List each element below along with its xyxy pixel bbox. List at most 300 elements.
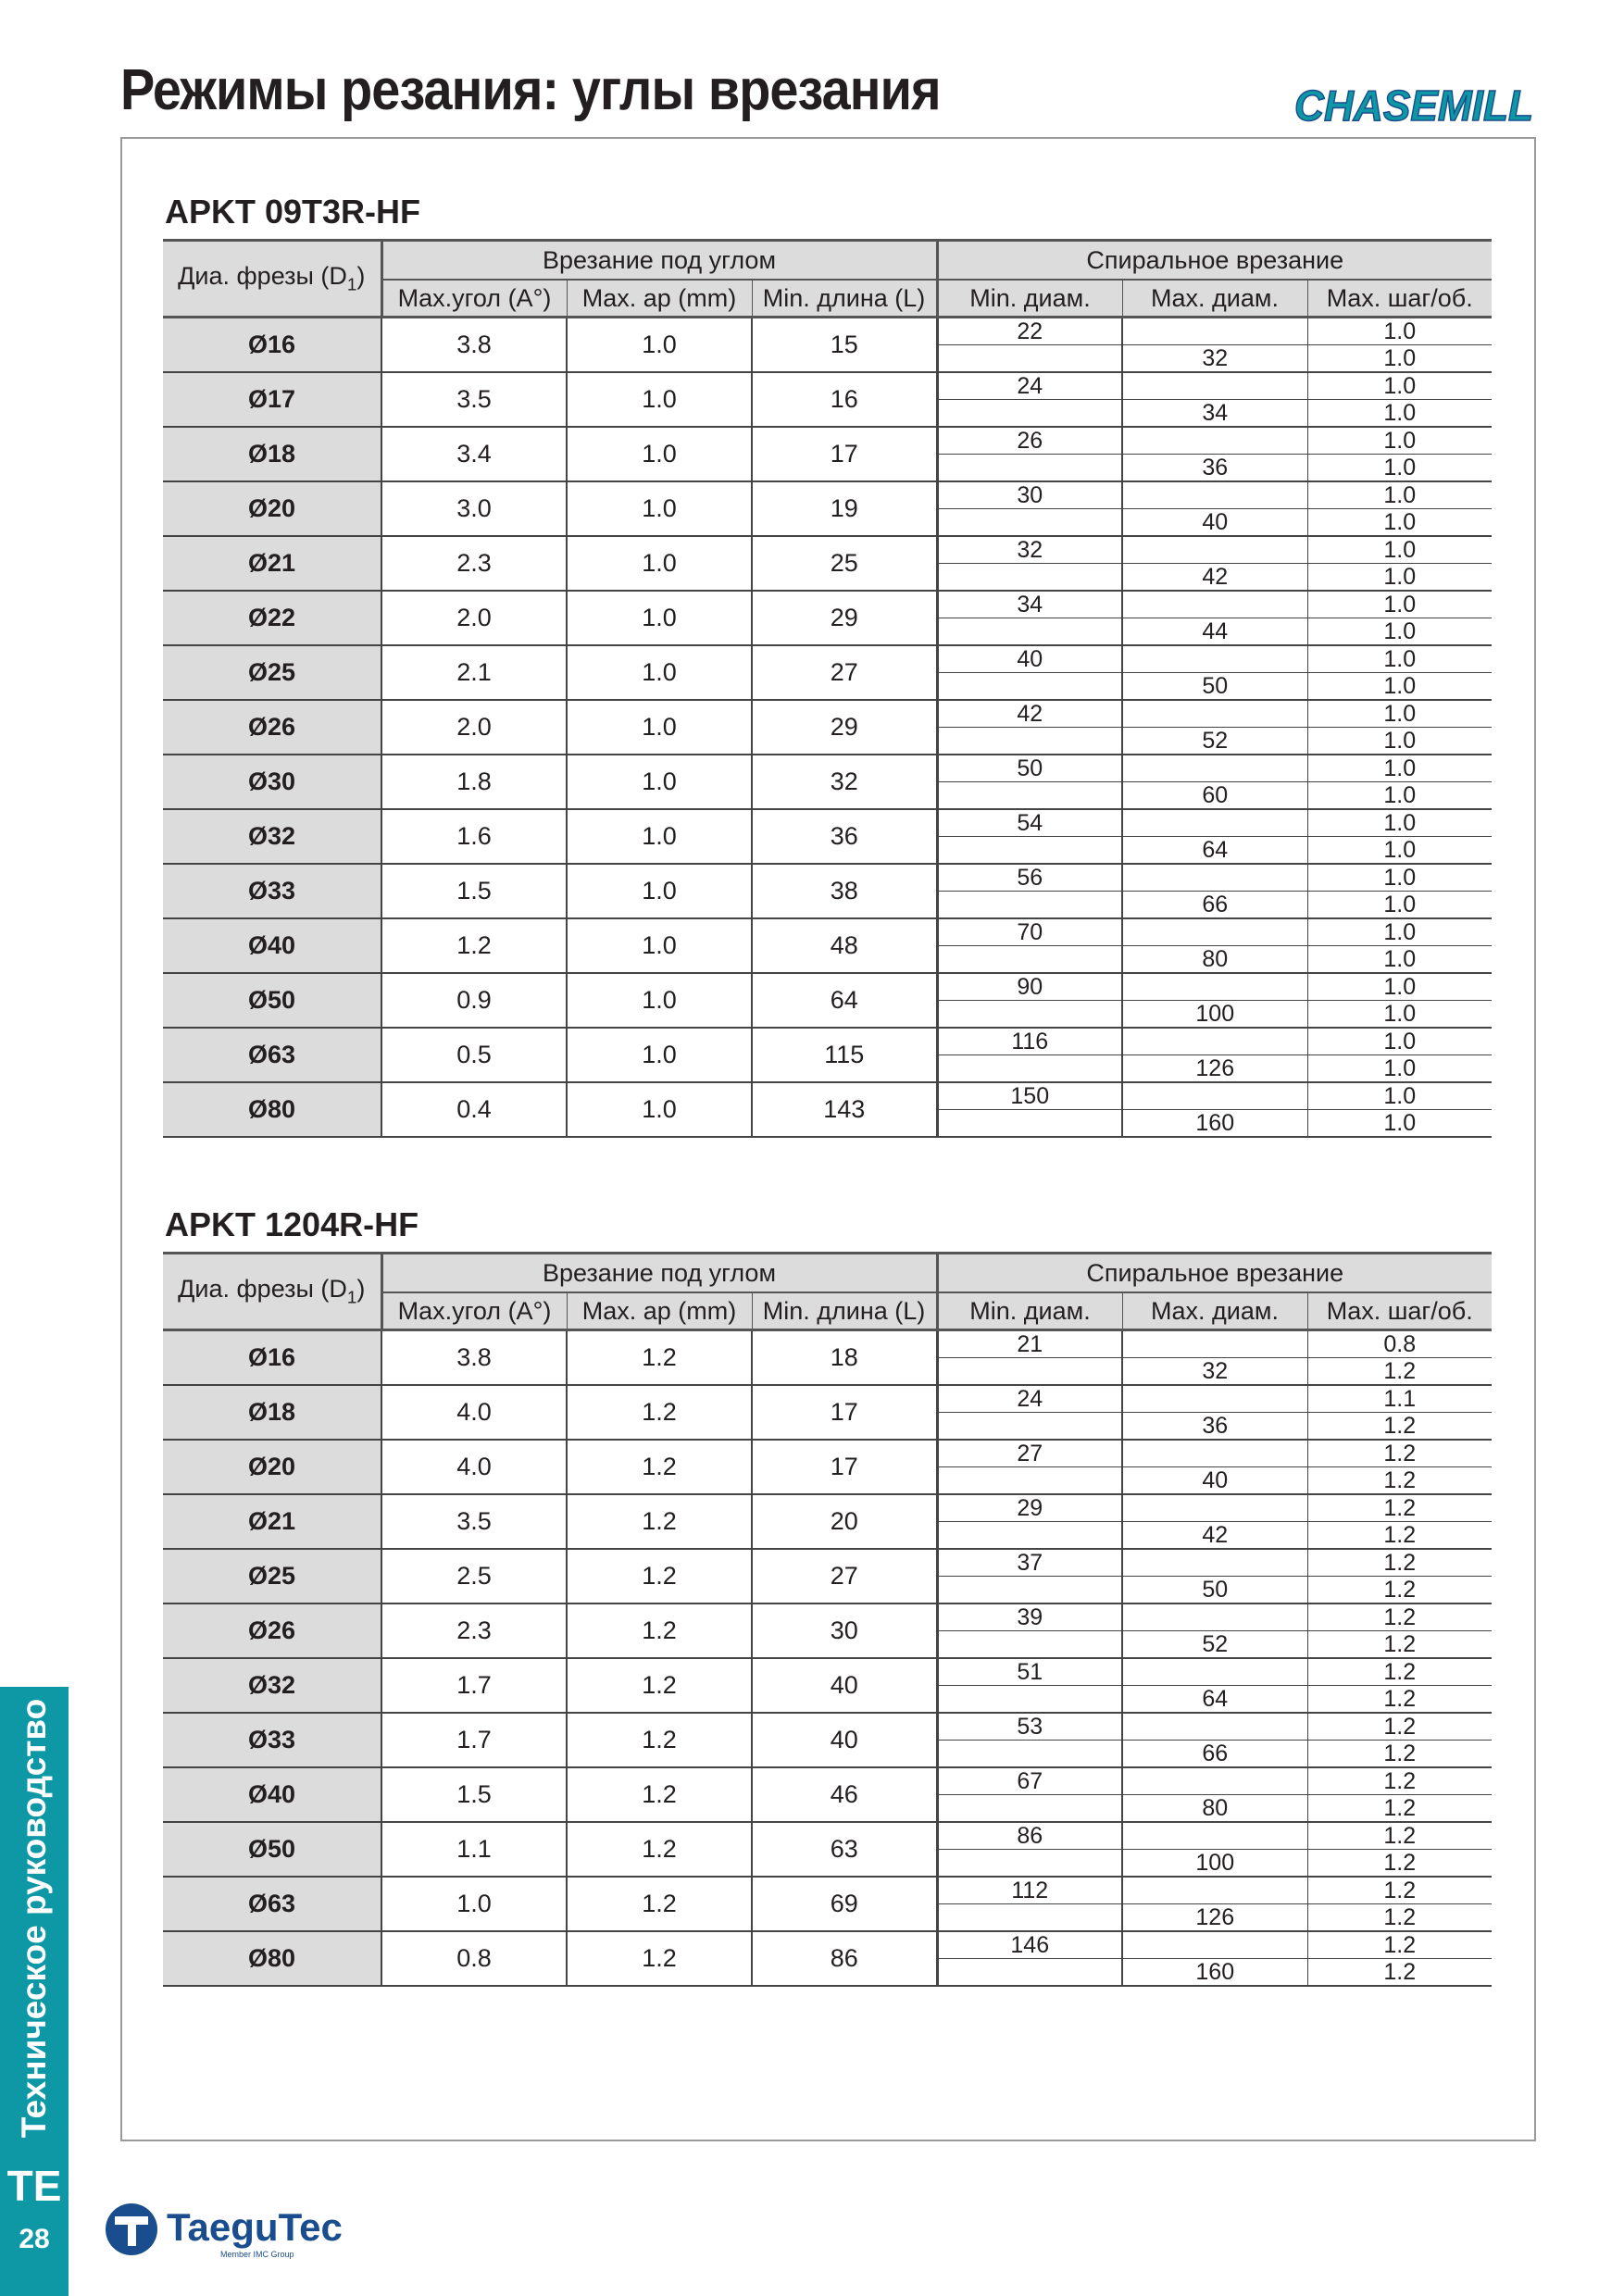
table-row bbox=[163, 481, 1492, 509]
min-dia-cell: 24 bbox=[937, 372, 1122, 400]
table-row bbox=[163, 1877, 1492, 1904]
pitch-max-cell: 1.0 bbox=[1307, 673, 1492, 701]
max-ap-cell: 1.0 bbox=[567, 481, 752, 536]
pitch-min-cell: 1.0 bbox=[1307, 973, 1492, 1001]
max-ap-cell: 1.0 bbox=[567, 318, 752, 373]
table-row bbox=[163, 645, 1492, 673]
pitch-max-cell: 1.2 bbox=[1307, 1522, 1492, 1550]
min-dia-cell: 32 bbox=[937, 536, 1122, 564]
min-length-cell: 18 bbox=[752, 1330, 937, 1386]
pitch-min-cell: 1.0 bbox=[1307, 536, 1492, 564]
max-angle-cell: 4.0 bbox=[381, 1440, 567, 1494]
max-ap-cell: 1.0 bbox=[567, 372, 752, 427]
header-max-pitch: Max. шаг/об. bbox=[1307, 1292, 1492, 1330]
pitch-min-cell: 1.0 bbox=[1307, 645, 1492, 673]
max-ap-cell: 1.0 bbox=[567, 973, 752, 1028]
max-dia-empty-cell bbox=[1122, 1767, 1307, 1795]
min-dia-cell: 42 bbox=[937, 700, 1122, 728]
header-min-dia: Min. диам. bbox=[937, 280, 1122, 318]
min-length-cell: 27 bbox=[752, 1549, 937, 1603]
cutting-table-09t3r bbox=[163, 239, 1492, 1138]
min-dia-empty-cell bbox=[937, 1413, 1122, 1441]
min-dia-empty-cell bbox=[937, 892, 1122, 919]
min-length-cell: 64 bbox=[752, 973, 937, 1028]
min-dia-cell: 21 bbox=[937, 1330, 1122, 1358]
max-dia-empty-cell bbox=[1122, 1549, 1307, 1577]
max-dia-cell: 100 bbox=[1122, 1850, 1307, 1878]
diameter-cell: Ø17 bbox=[163, 372, 381, 427]
table-row bbox=[163, 427, 1492, 455]
min-length-cell: 27 bbox=[752, 645, 937, 700]
header-max-angle: Max.угол (A°) bbox=[381, 280, 567, 318]
pitch-max-cell: 1.2 bbox=[1307, 1959, 1492, 1987]
max-ap-cell: 1.0 bbox=[567, 645, 752, 700]
min-length-cell: 69 bbox=[752, 1877, 937, 1931]
max-dia-cell: 40 bbox=[1122, 1467, 1307, 1495]
min-dia-empty-cell bbox=[937, 400, 1122, 428]
table-title-1204r: APKT 1204R-HF bbox=[165, 1205, 419, 1243]
max-angle-cell: 3.5 bbox=[381, 1494, 567, 1549]
page-indicator bbox=[0, 2150, 69, 2296]
pitch-min-cell: 1.2 bbox=[1307, 1603, 1492, 1631]
min-dia-cell: 50 bbox=[937, 755, 1122, 782]
pitch-min-cell: 1.0 bbox=[1307, 591, 1492, 618]
diameter-cell: Ø32 bbox=[163, 809, 381, 864]
pitch-min-cell: 1.0 bbox=[1307, 700, 1492, 728]
pitch-min-cell: 1.0 bbox=[1307, 1082, 1492, 1110]
min-length-cell: 40 bbox=[752, 1658, 937, 1713]
max-dia-empty-cell bbox=[1122, 973, 1307, 1001]
max-dia-cell: 42 bbox=[1122, 1522, 1307, 1550]
max-ap-cell: 1.0 bbox=[567, 1028, 752, 1082]
pitch-min-cell: 0.8 bbox=[1307, 1330, 1492, 1358]
min-length-cell: 38 bbox=[752, 864, 937, 918]
max-dia-cell: 42 bbox=[1122, 564, 1307, 592]
min-dia-cell: 51 bbox=[937, 1658, 1122, 1686]
max-dia-cell: 40 bbox=[1122, 509, 1307, 537]
max-angle-cell: 1.1 bbox=[381, 1822, 567, 1877]
max-ap-cell: 1.2 bbox=[567, 1385, 752, 1440]
min-dia-empty-cell bbox=[937, 1001, 1122, 1029]
min-dia-empty-cell bbox=[937, 1577, 1122, 1604]
max-dia-cell: 34 bbox=[1122, 400, 1307, 428]
max-angle-cell: 1.0 bbox=[381, 1877, 567, 1931]
table-row bbox=[163, 809, 1492, 837]
max-dia-cell: 66 bbox=[1122, 892, 1307, 919]
pitch-min-cell: 1.2 bbox=[1307, 1822, 1492, 1850]
pitch-min-cell: 1.0 bbox=[1307, 318, 1492, 345]
diameter-cell: Ø25 bbox=[163, 645, 381, 700]
min-dia-empty-cell bbox=[937, 1631, 1122, 1659]
max-angle-cell: 1.5 bbox=[381, 864, 567, 918]
max-dia-empty-cell bbox=[1122, 1713, 1307, 1741]
max-dia-cell: 60 bbox=[1122, 782, 1307, 810]
max-angle-cell: 3.0 bbox=[381, 481, 567, 536]
max-ap-cell: 1.2 bbox=[567, 1330, 752, 1386]
min-dia-cell: 37 bbox=[937, 1549, 1122, 1577]
diameter-cell: Ø25 bbox=[163, 1549, 381, 1603]
max-dia-empty-cell bbox=[1122, 1082, 1307, 1110]
pitch-max-cell: 1.0 bbox=[1307, 455, 1492, 482]
min-dia-cell: 70 bbox=[937, 918, 1122, 946]
header-diameter: Диа. фрезы $(D_1)$ bbox=[163, 1254, 381, 1330]
min-length-cell: 17 bbox=[752, 1385, 937, 1440]
header-min-dia: Min. диам. bbox=[937, 1292, 1122, 1330]
table-row bbox=[163, 591, 1492, 618]
table-row bbox=[163, 1330, 1492, 1358]
min-dia-cell: 112 bbox=[937, 1877, 1122, 1904]
max-ap-cell: 1.2 bbox=[567, 1494, 752, 1549]
max-angle-cell: 0.5 bbox=[381, 1028, 567, 1082]
pitch-max-cell: 1.2 bbox=[1307, 1358, 1492, 1386]
pitch-max-cell: 1.2 bbox=[1307, 1577, 1492, 1604]
max-ap-cell: 1.2 bbox=[567, 1603, 752, 1658]
min-dia-cell: 146 bbox=[937, 1931, 1122, 1959]
min-dia-empty-cell bbox=[937, 564, 1122, 592]
min-dia-empty-cell bbox=[937, 837, 1122, 865]
min-dia-cell: 53 bbox=[937, 1713, 1122, 1741]
diameter-cell: Ø26 bbox=[163, 700, 381, 755]
table-row bbox=[163, 1028, 1492, 1055]
max-angle-cell: 1.7 bbox=[381, 1658, 567, 1713]
max-angle-cell: 4.0 bbox=[381, 1385, 567, 1440]
min-length-cell: 16 bbox=[752, 372, 937, 427]
min-dia-empty-cell bbox=[937, 1850, 1122, 1878]
min-dia-empty-cell bbox=[937, 1741, 1122, 1768]
max-angle-cell: 3.8 bbox=[381, 318, 567, 373]
max-dia-empty-cell bbox=[1122, 1658, 1307, 1686]
pitch-max-cell: 1.2 bbox=[1307, 1795, 1492, 1823]
header-max-ap: Max. ap (mm) bbox=[567, 280, 752, 318]
pitch-max-cell: 1.0 bbox=[1307, 782, 1492, 810]
table-row bbox=[163, 700, 1492, 728]
max-dia-empty-cell bbox=[1122, 427, 1307, 455]
pitch-max-cell: 1.2 bbox=[1307, 1631, 1492, 1659]
min-dia-empty-cell bbox=[937, 1795, 1122, 1823]
min-length-cell: 17 bbox=[752, 427, 937, 481]
pitch-min-cell: 1.2 bbox=[1307, 1494, 1492, 1522]
max-dia-cell: 126 bbox=[1122, 1904, 1307, 1932]
min-length-cell: 40 bbox=[752, 1713, 937, 1767]
diameter-cell: Ø20 bbox=[163, 481, 381, 536]
header-min-length: Min. длина (L) bbox=[752, 280, 937, 318]
max-angle-cell: 2.0 bbox=[381, 591, 567, 645]
pitch-max-cell: 1.0 bbox=[1307, 509, 1492, 537]
table-row bbox=[163, 1658, 1492, 1686]
pitch-min-cell: 1.2 bbox=[1307, 1713, 1492, 1741]
header-max-angle: Max.угол (A°) bbox=[381, 1292, 567, 1330]
min-dia-cell: 29 bbox=[937, 1494, 1122, 1522]
pitch-max-cell: 1.0 bbox=[1307, 837, 1492, 865]
pitch-min-cell: 1.2 bbox=[1307, 1931, 1492, 1959]
max-angle-cell: 3.8 bbox=[381, 1330, 567, 1386]
max-ap-cell: 1.0 bbox=[567, 809, 752, 864]
header-max-pitch: Max. шаг/об. bbox=[1307, 280, 1492, 318]
max-dia-cell: 36 bbox=[1122, 1413, 1307, 1441]
max-dia-cell: 52 bbox=[1122, 1631, 1307, 1659]
max-ap-cell: 1.2 bbox=[567, 1767, 752, 1822]
min-dia-empty-cell bbox=[937, 782, 1122, 810]
max-dia-empty-cell bbox=[1122, 755, 1307, 782]
pitch-max-cell: 1.2 bbox=[1307, 1413, 1492, 1441]
diameter-cell: Ø63 bbox=[163, 1028, 381, 1082]
table-row bbox=[163, 1822, 1492, 1850]
diameter-cell: Ø26 bbox=[163, 1603, 381, 1658]
max-dia-cell: 160 bbox=[1122, 1110, 1307, 1138]
pitch-min-cell: 1.0 bbox=[1307, 1028, 1492, 1055]
max-ap-cell: 1.2 bbox=[567, 1658, 752, 1713]
max-dia-empty-cell bbox=[1122, 372, 1307, 400]
max-ap-cell: 1.0 bbox=[567, 427, 752, 481]
pitch-max-cell: 1.0 bbox=[1307, 400, 1492, 428]
max-dia-empty-cell bbox=[1122, 1931, 1307, 1959]
min-dia-empty-cell bbox=[937, 345, 1122, 373]
max-ap-cell: 1.2 bbox=[567, 1440, 752, 1494]
header-diameter: Диа. фрезы $(D_1)$ bbox=[163, 241, 381, 318]
max-ap-cell: 1.0 bbox=[567, 918, 752, 973]
pitch-min-cell: 1.0 bbox=[1307, 427, 1492, 455]
diameter-cell: Ø50 bbox=[163, 973, 381, 1028]
max-angle-cell: 3.4 bbox=[381, 427, 567, 481]
table-row bbox=[163, 1494, 1492, 1522]
maker-name: TaeguTec bbox=[167, 2205, 343, 2249]
min-dia-empty-cell bbox=[937, 455, 1122, 482]
pitch-min-cell: 1.0 bbox=[1307, 481, 1492, 509]
section-code: TE bbox=[6, 2162, 62, 2210]
max-ap-cell: 1.2 bbox=[567, 1713, 752, 1767]
max-angle-cell: 3.5 bbox=[381, 372, 567, 427]
header-max-dia: Max. диам. bbox=[1122, 280, 1307, 318]
pitch-max-cell: 1.2 bbox=[1307, 1850, 1492, 1878]
diameter-cell: Ø80 bbox=[163, 1931, 381, 1986]
pitch-max-cell: 1.0 bbox=[1307, 618, 1492, 646]
maker-subtitle: Member IMC Group bbox=[220, 2250, 294, 2259]
min-dia-cell: 30 bbox=[937, 481, 1122, 509]
max-dia-empty-cell bbox=[1122, 1440, 1307, 1467]
pitch-min-cell: 1.0 bbox=[1307, 864, 1492, 892]
max-ap-cell: 1.0 bbox=[567, 700, 752, 755]
min-dia-cell: 27 bbox=[937, 1440, 1122, 1467]
pitch-max-cell: 1.0 bbox=[1307, 946, 1492, 974]
min-length-cell: 36 bbox=[752, 809, 937, 864]
max-angle-cell: 2.3 bbox=[381, 536, 567, 591]
min-length-cell: 29 bbox=[752, 700, 937, 755]
min-length-cell: 143 bbox=[752, 1082, 937, 1137]
min-length-cell: 46 bbox=[752, 1767, 937, 1822]
diameter-cell: Ø21 bbox=[163, 1494, 381, 1549]
min-length-cell: 86 bbox=[752, 1931, 937, 1986]
min-length-cell: 17 bbox=[752, 1440, 937, 1494]
min-dia-empty-cell bbox=[937, 673, 1122, 701]
min-dia-empty-cell bbox=[937, 728, 1122, 755]
max-dia-cell: 80 bbox=[1122, 946, 1307, 974]
header-max-ap: Max. ap (mm) bbox=[567, 1292, 752, 1330]
max-ap-cell: 1.0 bbox=[567, 864, 752, 918]
pitch-min-cell: 1.0 bbox=[1307, 372, 1492, 400]
min-dia-cell: 67 bbox=[937, 1767, 1122, 1795]
min-dia-cell: 26 bbox=[937, 427, 1122, 455]
max-ap-cell: 1.0 bbox=[567, 591, 752, 645]
diameter-cell: Ø33 bbox=[163, 864, 381, 918]
max-dia-cell: 160 bbox=[1122, 1959, 1307, 1987]
max-angle-cell: 2.3 bbox=[381, 1603, 567, 1658]
pitch-max-cell: 1.0 bbox=[1307, 1110, 1492, 1138]
page-number: 28 bbox=[19, 2224, 50, 2254]
pitch-max-cell: 1.0 bbox=[1307, 564, 1492, 592]
table-row bbox=[163, 973, 1492, 1001]
table-row bbox=[163, 755, 1492, 782]
pitch-min-cell: 1.2 bbox=[1307, 1440, 1492, 1467]
diameter-cell: Ø30 bbox=[163, 755, 381, 809]
max-ap-cell: 1.0 bbox=[567, 536, 752, 591]
taegutec-mark-icon bbox=[104, 2202, 159, 2257]
header-helical: Спиральное врезание bbox=[937, 241, 1492, 281]
diameter-cell: Ø16 bbox=[163, 318, 381, 373]
min-dia-empty-cell bbox=[937, 1358, 1122, 1386]
min-dia-cell: 54 bbox=[937, 809, 1122, 837]
min-dia-empty-cell bbox=[937, 1686, 1122, 1714]
max-ap-cell: 1.2 bbox=[567, 1877, 752, 1931]
diameter-cell: Ø50 bbox=[163, 1822, 381, 1877]
brand-logo-text: CHASEMILL bbox=[1294, 81, 1533, 130]
diameter-cell: Ø80 bbox=[163, 1082, 381, 1137]
max-angle-cell: 0.8 bbox=[381, 1931, 567, 1986]
max-dia-cell: 52 bbox=[1122, 728, 1307, 755]
header-ramping: Врезание под углом bbox=[381, 241, 937, 281]
diameter-cell: Ø22 bbox=[163, 591, 381, 645]
pitch-min-cell: 1.2 bbox=[1307, 1549, 1492, 1577]
max-dia-cell: 80 bbox=[1122, 1795, 1307, 1823]
cutting-table-1204r bbox=[163, 1252, 1492, 1987]
max-dia-empty-cell bbox=[1122, 809, 1307, 837]
max-dia-cell: 32 bbox=[1122, 345, 1307, 373]
min-dia-cell: 86 bbox=[937, 1822, 1122, 1850]
min-dia-empty-cell bbox=[937, 1522, 1122, 1550]
min-length-cell: 29 bbox=[752, 591, 937, 645]
header-ramping: Врезание под углом bbox=[381, 1254, 937, 1293]
min-dia-cell: 24 bbox=[937, 1385, 1122, 1413]
min-dia-cell: 22 bbox=[937, 318, 1122, 345]
min-length-cell: 15 bbox=[752, 318, 937, 373]
diameter-cell: Ø16 bbox=[163, 1330, 381, 1386]
max-dia-empty-cell bbox=[1122, 1603, 1307, 1631]
table-row bbox=[163, 1767, 1492, 1795]
pitch-max-cell: 1.2 bbox=[1307, 1686, 1492, 1714]
pitch-max-cell: 1.0 bbox=[1307, 345, 1492, 373]
diameter-cell: Ø40 bbox=[163, 1767, 381, 1822]
max-dia-cell: 100 bbox=[1122, 1001, 1307, 1029]
max-dia-cell: 50 bbox=[1122, 1577, 1307, 1604]
min-dia-cell: 39 bbox=[937, 1603, 1122, 1631]
min-length-cell: 115 bbox=[752, 1028, 937, 1082]
diameter-cell: Ø18 bbox=[163, 427, 381, 481]
header-max-dia: Max. диам. bbox=[1122, 1292, 1307, 1330]
min-dia-empty-cell bbox=[937, 1904, 1122, 1932]
max-ap-cell: 1.0 bbox=[567, 755, 752, 809]
max-dia-empty-cell bbox=[1122, 1028, 1307, 1055]
pitch-max-cell: 1.2 bbox=[1307, 1741, 1492, 1768]
max-dia-cell: 64 bbox=[1122, 837, 1307, 865]
pitch-min-cell: 1.1 bbox=[1307, 1385, 1492, 1413]
min-dia-empty-cell bbox=[937, 946, 1122, 974]
max-dia-cell: 64 bbox=[1122, 1686, 1307, 1714]
max-dia-empty-cell bbox=[1122, 1877, 1307, 1904]
max-dia-empty-cell bbox=[1122, 1330, 1307, 1358]
max-dia-cell: 126 bbox=[1122, 1055, 1307, 1083]
max-dia-cell: 32 bbox=[1122, 1358, 1307, 1386]
max-dia-empty-cell bbox=[1122, 918, 1307, 946]
pitch-max-cell: 1.2 bbox=[1307, 1904, 1492, 1932]
table-row bbox=[163, 318, 1492, 345]
max-angle-cell: 1.7 bbox=[381, 1713, 567, 1767]
min-dia-cell: 116 bbox=[937, 1028, 1122, 1055]
max-dia-cell: 44 bbox=[1122, 618, 1307, 646]
side-label: Техническое руководство bbox=[15, 1698, 53, 2139]
max-angle-cell: 1.5 bbox=[381, 1767, 567, 1822]
max-ap-cell: 1.2 bbox=[567, 1549, 752, 1603]
pitch-min-cell: 1.0 bbox=[1307, 755, 1492, 782]
pitch-min-cell: 1.0 bbox=[1307, 918, 1492, 946]
max-dia-cell: 36 bbox=[1122, 455, 1307, 482]
pitch-max-cell: 1.2 bbox=[1307, 1467, 1492, 1495]
min-length-cell: 19 bbox=[752, 481, 937, 536]
min-length-cell: 48 bbox=[752, 918, 937, 973]
table-row bbox=[163, 864, 1492, 892]
table-row bbox=[163, 1603, 1492, 1631]
min-dia-empty-cell bbox=[937, 1467, 1122, 1495]
table-title-09t3r: APKT 09T3R-HF bbox=[165, 193, 421, 231]
pitch-min-cell: 1.2 bbox=[1307, 1877, 1492, 1904]
table-row bbox=[163, 536, 1492, 564]
min-dia-cell: 34 bbox=[937, 591, 1122, 618]
diameter-cell: Ø20 bbox=[163, 1440, 381, 1494]
table-row bbox=[163, 1931, 1492, 1959]
min-length-cell: 25 bbox=[752, 536, 937, 591]
min-length-cell: 32 bbox=[752, 755, 937, 809]
max-angle-cell: 2.1 bbox=[381, 645, 567, 700]
diameter-cell: Ø18 bbox=[163, 1385, 381, 1440]
max-dia-empty-cell bbox=[1122, 1494, 1307, 1522]
max-angle-cell: 0.9 bbox=[381, 973, 567, 1028]
max-angle-cell: 2.0 bbox=[381, 700, 567, 755]
max-dia-empty-cell bbox=[1122, 591, 1307, 618]
max-dia-empty-cell bbox=[1122, 536, 1307, 564]
pitch-max-cell: 1.0 bbox=[1307, 728, 1492, 755]
min-dia-cell: 90 bbox=[937, 973, 1122, 1001]
min-dia-empty-cell bbox=[937, 618, 1122, 646]
min-dia-empty-cell bbox=[937, 1055, 1122, 1083]
table-row bbox=[163, 1713, 1492, 1741]
min-dia-empty-cell bbox=[937, 1110, 1122, 1138]
min-length-cell: 20 bbox=[752, 1494, 937, 1549]
pitch-min-cell: 1.0 bbox=[1307, 809, 1492, 837]
table-row bbox=[163, 372, 1492, 400]
pitch-min-cell: 1.2 bbox=[1307, 1767, 1492, 1795]
max-angle-cell: 1.8 bbox=[381, 755, 567, 809]
min-dia-cell: 40 bbox=[937, 645, 1122, 673]
table-row bbox=[163, 1549, 1492, 1577]
min-length-cell: 63 bbox=[752, 1822, 937, 1877]
header-min-length: Min. длина (L) bbox=[752, 1292, 937, 1330]
min-dia-cell: 150 bbox=[937, 1082, 1122, 1110]
min-dia-empty-cell bbox=[937, 509, 1122, 537]
pitch-min-cell: 1.2 bbox=[1307, 1658, 1492, 1686]
pitch-max-cell: 1.0 bbox=[1307, 1001, 1492, 1029]
max-dia-empty-cell bbox=[1122, 1385, 1307, 1413]
page-title: Режимы резания: углы врезания bbox=[120, 58, 941, 122]
max-ap-cell: 1.2 bbox=[567, 1822, 752, 1877]
pitch-max-cell: 1.0 bbox=[1307, 1055, 1492, 1083]
